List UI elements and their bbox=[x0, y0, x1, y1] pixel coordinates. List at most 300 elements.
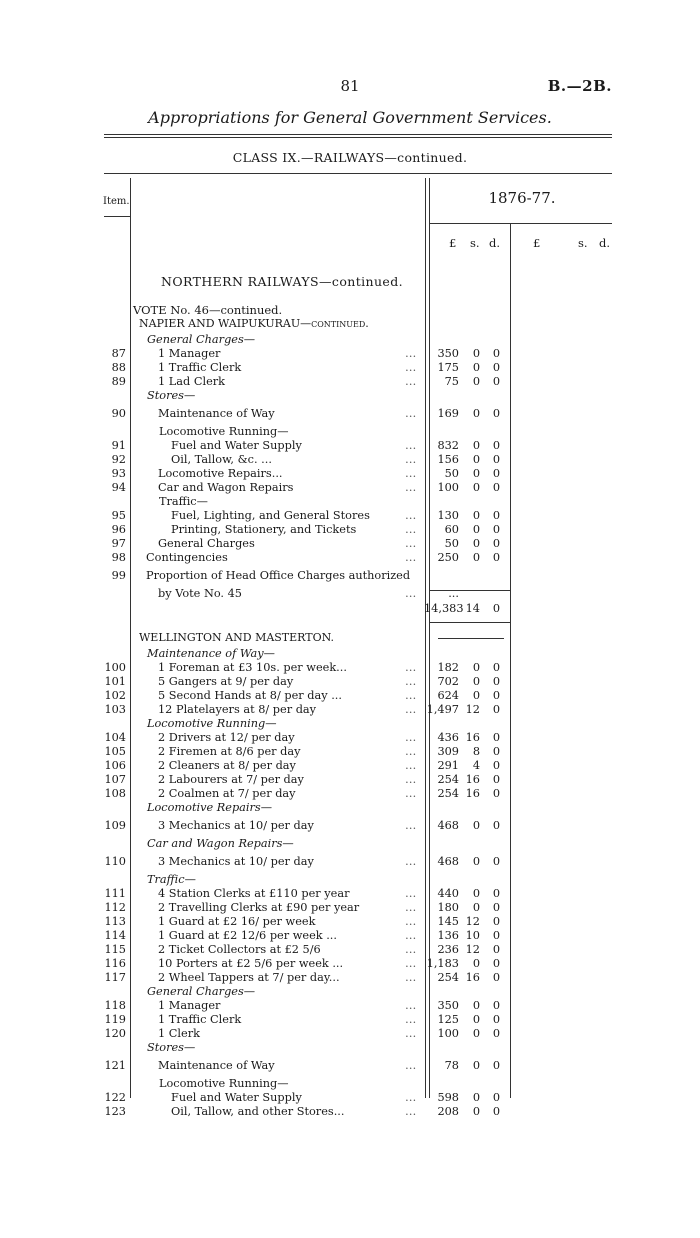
leader-dots: … bbox=[405, 407, 417, 420]
amount-pounds: 250 bbox=[437, 551, 459, 564]
amount-pence: 0 bbox=[492, 957, 500, 970]
amount-shillings: 0 bbox=[472, 347, 480, 360]
item-number: 113 bbox=[104, 915, 126, 928]
item-number: 100 bbox=[104, 661, 126, 674]
amount-shillings: 0 bbox=[472, 481, 480, 494]
leader-dots: … bbox=[405, 509, 417, 522]
item-label: Locomotive Repairs... bbox=[158, 467, 283, 480]
amount-shillings: 0 bbox=[472, 1059, 480, 1072]
leader-dots: … bbox=[405, 481, 417, 494]
amount-pounds: 50 bbox=[444, 467, 459, 480]
leader-dots: … bbox=[405, 745, 417, 758]
item-number: 92 bbox=[111, 453, 126, 466]
item-number: 117 bbox=[104, 971, 126, 984]
item-number: 119 bbox=[104, 1013, 126, 1026]
leader-dots: … bbox=[405, 1059, 417, 1072]
amount-pence: 0 bbox=[492, 675, 500, 688]
amount-pence: 0 bbox=[492, 439, 500, 452]
leader-dots: … bbox=[405, 661, 417, 674]
item-number: 107 bbox=[104, 773, 126, 786]
leader-dots: … bbox=[405, 1105, 417, 1118]
amount-pence: 0 bbox=[492, 901, 500, 914]
item-number: 87 bbox=[111, 347, 126, 360]
page-title: Appropriations for General Government Services. bbox=[148, 108, 552, 127]
amount-pounds: 60 bbox=[444, 523, 459, 536]
table-top-rule bbox=[104, 173, 612, 174]
amount-pence: 0 bbox=[492, 943, 500, 956]
subheading-label: Maintenance of Way— bbox=[147, 647, 275, 660]
item-row bbox=[0, 1091, 700, 1105]
item-label: General Charges bbox=[158, 537, 255, 550]
item-label: 1 Traffic Clerk bbox=[158, 361, 242, 374]
item-row bbox=[0, 915, 700, 929]
subheading-label: Locomotive Running— bbox=[147, 717, 277, 730]
item-label: Fuel and Water Supply bbox=[171, 439, 302, 452]
amount-pence: 0 bbox=[492, 759, 500, 772]
item-row bbox=[0, 439, 700, 453]
amount-pence: 0 bbox=[492, 347, 500, 360]
item-label: 1 Foreman at £3 10s. per week... bbox=[158, 661, 347, 674]
subheading-row bbox=[0, 985, 700, 999]
subheading-row bbox=[0, 333, 700, 347]
leader-dots: … bbox=[405, 523, 417, 536]
amount-shillings: 12 bbox=[465, 915, 480, 928]
amount-shillings: 0 bbox=[472, 1027, 480, 1040]
item-number: 89 bbox=[111, 375, 126, 388]
amount-shillings: 0 bbox=[472, 661, 480, 674]
subheading-row bbox=[0, 837, 700, 851]
page-number: 81 bbox=[340, 77, 360, 95]
item-row bbox=[0, 375, 700, 389]
item-number: 90 bbox=[111, 407, 126, 420]
subheading-row bbox=[0, 1077, 700, 1091]
amount-pounds: 78 bbox=[444, 1059, 459, 1072]
item-label: Proportion of Head Office Charges authorized bbox=[146, 569, 411, 582]
amount-pence: 0 bbox=[492, 787, 500, 800]
item-row bbox=[0, 675, 700, 689]
item-label: Contingencies bbox=[146, 551, 228, 564]
item-row bbox=[0, 855, 700, 869]
item-row bbox=[0, 999, 700, 1013]
item-number: 106 bbox=[104, 759, 126, 772]
item-label: 10 Porters at £2 5/6 per week ... bbox=[158, 957, 344, 970]
item-row bbox=[0, 481, 700, 495]
leader-dots: … bbox=[405, 901, 417, 914]
item-row bbox=[0, 943, 700, 957]
item-number: 99 bbox=[111, 569, 126, 582]
leader-dots: … bbox=[405, 957, 417, 970]
item-label: 12 Platelayers at 8/ per day bbox=[158, 703, 317, 716]
item-label: Fuel and Water Supply bbox=[171, 1091, 302, 1104]
subheading-row bbox=[0, 425, 700, 439]
item-label: 2 Travelling Clerks at £90 per year bbox=[158, 901, 360, 914]
subheading-row bbox=[0, 495, 700, 509]
section-title: NORTHERN RAILWAYS—continued. bbox=[161, 274, 403, 289]
item-number: 120 bbox=[104, 1027, 126, 1040]
item-row bbox=[0, 453, 700, 467]
item-row bbox=[0, 551, 700, 565]
subheading-row bbox=[0, 647, 700, 661]
leader-dots: … bbox=[405, 943, 417, 956]
item-label: 1 Clerk bbox=[158, 1027, 200, 1040]
amount-pounds: 182 bbox=[437, 661, 459, 674]
item-number: 94 bbox=[111, 481, 126, 494]
item-row bbox=[0, 347, 700, 361]
amount-shillings: 0 bbox=[472, 551, 480, 564]
amount-pounds: 624 bbox=[437, 689, 459, 702]
item-row bbox=[0, 787, 700, 801]
amount-pence: 0 bbox=[492, 773, 500, 786]
amount-shillings: 16 bbox=[465, 731, 480, 744]
amount-shillings: 16 bbox=[465, 971, 480, 984]
item-label: 1 Guard at £2 16/ per week bbox=[158, 915, 316, 928]
amount-shillings: 0 bbox=[472, 453, 480, 466]
amount-pounds: 350 bbox=[437, 999, 459, 1012]
amount-pence: 0 bbox=[492, 661, 500, 674]
amount-pence: 0 bbox=[492, 361, 500, 374]
leader-dots: … bbox=[405, 361, 417, 374]
item-number: 109 bbox=[104, 819, 126, 832]
item-label: 2 Labourers at 7/ per day bbox=[158, 773, 304, 786]
amount-shillings: 0 bbox=[472, 819, 480, 832]
leader-dots: … bbox=[405, 999, 417, 1012]
amount-pounds: 436 bbox=[437, 731, 459, 744]
item-number: 104 bbox=[104, 731, 126, 744]
amount-pounds: 100 bbox=[437, 1027, 459, 1040]
item-label: Fuel, Lighting, and General Stores bbox=[171, 509, 370, 522]
item-number: 93 bbox=[111, 467, 126, 480]
amount-pounds: 136 bbox=[437, 929, 459, 942]
amount-pence: 0 bbox=[492, 855, 500, 868]
amount-shillings: 0 bbox=[472, 375, 480, 388]
item-row bbox=[0, 745, 700, 759]
amount-shillings: 12 bbox=[465, 943, 480, 956]
amount-shillings: 0 bbox=[472, 1013, 480, 1026]
amount-shillings: 0 bbox=[472, 675, 480, 688]
title-rule-top bbox=[104, 134, 612, 135]
item-row bbox=[0, 703, 700, 717]
leader-dots: … bbox=[405, 915, 417, 928]
item-number: 121 bbox=[104, 1059, 126, 1072]
group-label: Locomotive Running— bbox=[159, 425, 289, 438]
amount-pence: 0 bbox=[492, 537, 500, 550]
subheading-label: Traffic— bbox=[147, 873, 196, 886]
amount-shillings: 10 bbox=[465, 929, 480, 942]
item-number: 95 bbox=[111, 509, 126, 522]
item-number: 122 bbox=[104, 1091, 126, 1104]
item-number: 96 bbox=[111, 523, 126, 536]
amount-pounds: 440 bbox=[437, 887, 459, 900]
amount-pounds: 180 bbox=[437, 901, 459, 914]
amount-pence: 0 bbox=[492, 467, 500, 480]
pence-header-1: d. bbox=[489, 236, 501, 250]
leader-dots: … bbox=[405, 773, 417, 786]
item-row bbox=[0, 819, 700, 833]
item-label: 1 Guard at £2 12/6 per week ... bbox=[158, 929, 337, 942]
item-number: 115 bbox=[104, 943, 126, 956]
leader-dots: … bbox=[405, 703, 417, 716]
item-number: 112 bbox=[104, 901, 126, 914]
amount-shillings: 0 bbox=[472, 1091, 480, 1104]
leader-dots: … bbox=[405, 439, 417, 452]
amount-pounds: 598 bbox=[437, 1091, 459, 1104]
pence-header-2: d. bbox=[599, 236, 611, 250]
item-row bbox=[0, 569, 700, 583]
amount-shillings: 0 bbox=[472, 901, 480, 914]
amount-pounds: 1,183 bbox=[426, 957, 459, 970]
leader-dots: … bbox=[405, 689, 417, 702]
item-label: 2 Cleaners at 8/ per day bbox=[158, 759, 296, 772]
group-label: Traffic— bbox=[159, 495, 208, 508]
wellington-heading: WELLINGTON AND MASTERTON. bbox=[139, 631, 335, 644]
shillings-header-1: s. bbox=[470, 236, 480, 250]
item-row bbox=[0, 731, 700, 745]
amount-pence: 0 bbox=[492, 1059, 500, 1072]
item-number: 108 bbox=[104, 787, 126, 800]
leader-dots: … bbox=[405, 759, 417, 772]
item-label: 2 Ticket Collectors at £2 5/6 bbox=[158, 943, 321, 956]
item-row bbox=[0, 1105, 700, 1119]
leader-dots: … bbox=[405, 929, 417, 942]
item-column-header: Item. bbox=[103, 196, 130, 207]
amount-pounds: 468 bbox=[437, 855, 459, 868]
item-number: 98 bbox=[111, 551, 126, 564]
amount-shillings: 0 bbox=[472, 467, 480, 480]
year-header-rule bbox=[429, 223, 612, 224]
item-row bbox=[0, 537, 700, 551]
item-label: 2 Firemen at 8/6 per day bbox=[158, 745, 301, 758]
item-number: 105 bbox=[104, 745, 126, 758]
subheading-row bbox=[0, 873, 700, 887]
leader-dots: … bbox=[405, 537, 417, 550]
amount-pounds: 100 bbox=[437, 481, 459, 494]
amount-pounds: 832 bbox=[437, 439, 459, 452]
item-row bbox=[0, 467, 700, 481]
amount-pence: 0 bbox=[492, 481, 500, 494]
item-number: 111 bbox=[104, 887, 126, 900]
amount-pence: 0 bbox=[492, 407, 500, 420]
amount-pence: 0 bbox=[492, 551, 500, 564]
amount-shillings: 0 bbox=[472, 523, 480, 536]
subheading-label: Stores— bbox=[147, 1041, 196, 1054]
item-label: Maintenance of Way bbox=[158, 1059, 275, 1072]
amount-pence: 0 bbox=[492, 819, 500, 832]
amount-pounds: 175 bbox=[437, 361, 459, 374]
amount-pounds: 156 bbox=[437, 453, 459, 466]
item-label: 1 Lad Clerk bbox=[158, 375, 226, 388]
item-label: 2 Drivers at 12/ per day bbox=[158, 731, 295, 744]
amount-pounds: 309 bbox=[437, 745, 459, 758]
amount-shillings: 0 bbox=[472, 439, 480, 452]
leader-dots: … bbox=[405, 731, 417, 744]
leader-dots: … bbox=[405, 347, 417, 360]
amount-shillings: 0 bbox=[472, 361, 480, 374]
amount-pounds: ... bbox=[448, 587, 459, 600]
amount-shillings: 8 bbox=[472, 745, 480, 758]
item-row bbox=[0, 523, 700, 537]
subheading-row bbox=[0, 389, 700, 403]
subheading-row bbox=[0, 717, 700, 731]
item-row bbox=[0, 509, 700, 523]
amount-pounds: 169 bbox=[437, 407, 459, 420]
leader-dots: … bbox=[405, 1091, 417, 1104]
item-label: 1 Manager bbox=[158, 347, 221, 360]
amount-pence: 0 bbox=[492, 999, 500, 1012]
leader-dots: … bbox=[405, 467, 417, 480]
item-label: 2 Wheel Tappers at 7/ per day... bbox=[158, 971, 340, 984]
item-number: 110 bbox=[104, 855, 126, 868]
amount-pounds: 50 bbox=[444, 537, 459, 550]
amount-pence: 0 bbox=[492, 745, 500, 758]
shillings-header-2: s. bbox=[578, 236, 588, 250]
amount-shillings: 16 bbox=[465, 773, 480, 786]
amount-shillings: 0 bbox=[472, 855, 480, 868]
vote-heading: VOTE No. 46—continued. bbox=[133, 303, 283, 317]
title-rule-bottom bbox=[104, 137, 612, 138]
item-row bbox=[0, 773, 700, 787]
amount-pence: 0 bbox=[492, 971, 500, 984]
item-label: 5 Second Hands at 8/ per day ... bbox=[158, 689, 342, 702]
amount-pounds: 208 bbox=[437, 1105, 459, 1118]
item-row bbox=[0, 929, 700, 943]
amount-pence: 0 bbox=[492, 887, 500, 900]
amount-pounds: 75 bbox=[444, 375, 459, 388]
item-row bbox=[0, 957, 700, 971]
item-number: 91 bbox=[111, 439, 126, 452]
subtotal-shillings: 14 bbox=[465, 602, 480, 615]
item-number: 118 bbox=[104, 999, 126, 1012]
item-label: Maintenance of Way bbox=[158, 407, 275, 420]
item-label: Oil, Tallow, &c. ... bbox=[171, 453, 272, 466]
item-label: 5 Gangers at 9/ per day bbox=[158, 675, 294, 688]
amount-pounds: 125 bbox=[437, 1013, 459, 1026]
amount-shillings: 0 bbox=[472, 407, 480, 420]
amount-pounds: 236 bbox=[437, 943, 459, 956]
item-header-rule bbox=[104, 216, 130, 217]
amount-pounds: 254 bbox=[437, 773, 459, 786]
item-label: by Vote No. 45 bbox=[158, 587, 242, 600]
item-row bbox=[0, 887, 700, 901]
amount-pence: 0 bbox=[492, 929, 500, 942]
amount-pence: 0 bbox=[492, 1105, 500, 1118]
amount-pounds: 1,497 bbox=[426, 703, 459, 716]
amount-pounds: 145 bbox=[437, 915, 459, 928]
amount-shillings: 0 bbox=[472, 689, 480, 702]
leader-dots: … bbox=[405, 587, 417, 600]
amount-shillings: 0 bbox=[472, 509, 480, 522]
amount-pence: 0 bbox=[492, 453, 500, 466]
year-header: 1876-77. bbox=[488, 189, 556, 207]
item-number: 101 bbox=[104, 675, 126, 688]
subheading-label: General Charges— bbox=[147, 333, 256, 346]
item-label: 3 Mechanics at 10/ per day bbox=[158, 855, 314, 868]
item-number: 116 bbox=[104, 957, 126, 970]
pounds-header-1: £ bbox=[449, 236, 457, 250]
amount-pounds: 254 bbox=[437, 787, 459, 800]
leader-dots: … bbox=[405, 1027, 417, 1040]
item-row bbox=[0, 361, 700, 375]
amount-shillings: 0 bbox=[472, 1105, 480, 1118]
leader-dots: … bbox=[405, 887, 417, 900]
amount-shillings: 12 bbox=[465, 703, 480, 716]
amount-pence: 0 bbox=[492, 375, 500, 388]
item-number: 103 bbox=[104, 703, 126, 716]
leader-dots: … bbox=[405, 1013, 417, 1026]
amount-pounds: 702 bbox=[437, 675, 459, 688]
amount-pounds: 350 bbox=[437, 347, 459, 360]
item-row bbox=[0, 759, 700, 773]
amount-pence: 0 bbox=[492, 1027, 500, 1040]
item-row bbox=[0, 971, 700, 985]
leader-dots: … bbox=[405, 551, 417, 564]
leader-dots: … bbox=[405, 453, 417, 466]
amount-pence: 0 bbox=[492, 1013, 500, 1026]
amount-pence: 0 bbox=[492, 703, 500, 716]
amount-pence: 0 bbox=[492, 689, 500, 702]
item-label: 3 Mechanics at 10/ per day bbox=[158, 819, 314, 832]
item-row bbox=[0, 407, 700, 421]
amount-shillings: 0 bbox=[472, 957, 480, 970]
item-number: 114 bbox=[104, 929, 126, 942]
subtotal-rule-bottom bbox=[429, 622, 510, 623]
leader-dots: … bbox=[405, 675, 417, 688]
leader-dots: … bbox=[405, 375, 417, 388]
item-row bbox=[0, 901, 700, 915]
subheading-label: General Charges— bbox=[147, 985, 256, 998]
item-label: Car and Wagon Repairs bbox=[158, 481, 294, 494]
item-number: 88 bbox=[111, 361, 126, 374]
item-row bbox=[0, 1027, 700, 1041]
class-heading: CLASS IX.—RAILWAYS—continued. bbox=[232, 150, 468, 165]
group-label: Locomotive Running— bbox=[159, 1077, 289, 1090]
subheading-label: Locomotive Repairs— bbox=[147, 801, 273, 814]
item-label: Printing, Stationery, and Tickets bbox=[171, 523, 357, 536]
item-label: 1 Manager bbox=[158, 999, 221, 1012]
item-label: 4 Station Clerks at £110 per year bbox=[158, 887, 350, 900]
amount-shillings: 0 bbox=[472, 999, 480, 1012]
amount-shillings: 4 bbox=[472, 759, 480, 772]
subheading-row bbox=[0, 801, 700, 815]
subtotal-pounds: 14,383 bbox=[424, 602, 464, 615]
leader-dots: … bbox=[405, 971, 417, 984]
amount-pounds: 291 bbox=[437, 759, 459, 772]
amount-shillings: 0 bbox=[472, 887, 480, 900]
amount-pence: 0 bbox=[492, 915, 500, 928]
amount-shillings: 0 bbox=[472, 537, 480, 550]
amount-shillings: 16 bbox=[465, 787, 480, 800]
item-row bbox=[0, 1059, 700, 1073]
pounds-header-2: £ bbox=[533, 236, 541, 250]
item-number: 123 bbox=[104, 1105, 126, 1118]
amount-pence: 0 bbox=[492, 731, 500, 744]
item-row bbox=[0, 689, 700, 703]
amount-pounds: 254 bbox=[437, 971, 459, 984]
napier-heading: NAPIER AND WAIPUKURAU—continued. bbox=[139, 317, 369, 330]
subtotal-pence: 0 bbox=[492, 602, 500, 615]
document-reference: B.—2B. bbox=[547, 77, 612, 95]
subheading-label: Car and Wagon Repairs— bbox=[147, 837, 294, 850]
amount-pence: 0 bbox=[492, 1091, 500, 1104]
amount-pounds: 130 bbox=[437, 509, 459, 522]
leader-dots: … bbox=[405, 855, 417, 868]
item-label: 1 Traffic Clerk bbox=[158, 1013, 242, 1026]
subheading-label: Stores— bbox=[147, 389, 196, 402]
item-number: 102 bbox=[104, 689, 126, 702]
amount-pounds: 468 bbox=[437, 819, 459, 832]
wellington-rule bbox=[438, 638, 504, 639]
amount-pence: 0 bbox=[492, 523, 500, 536]
amount-pence: 0 bbox=[492, 509, 500, 522]
